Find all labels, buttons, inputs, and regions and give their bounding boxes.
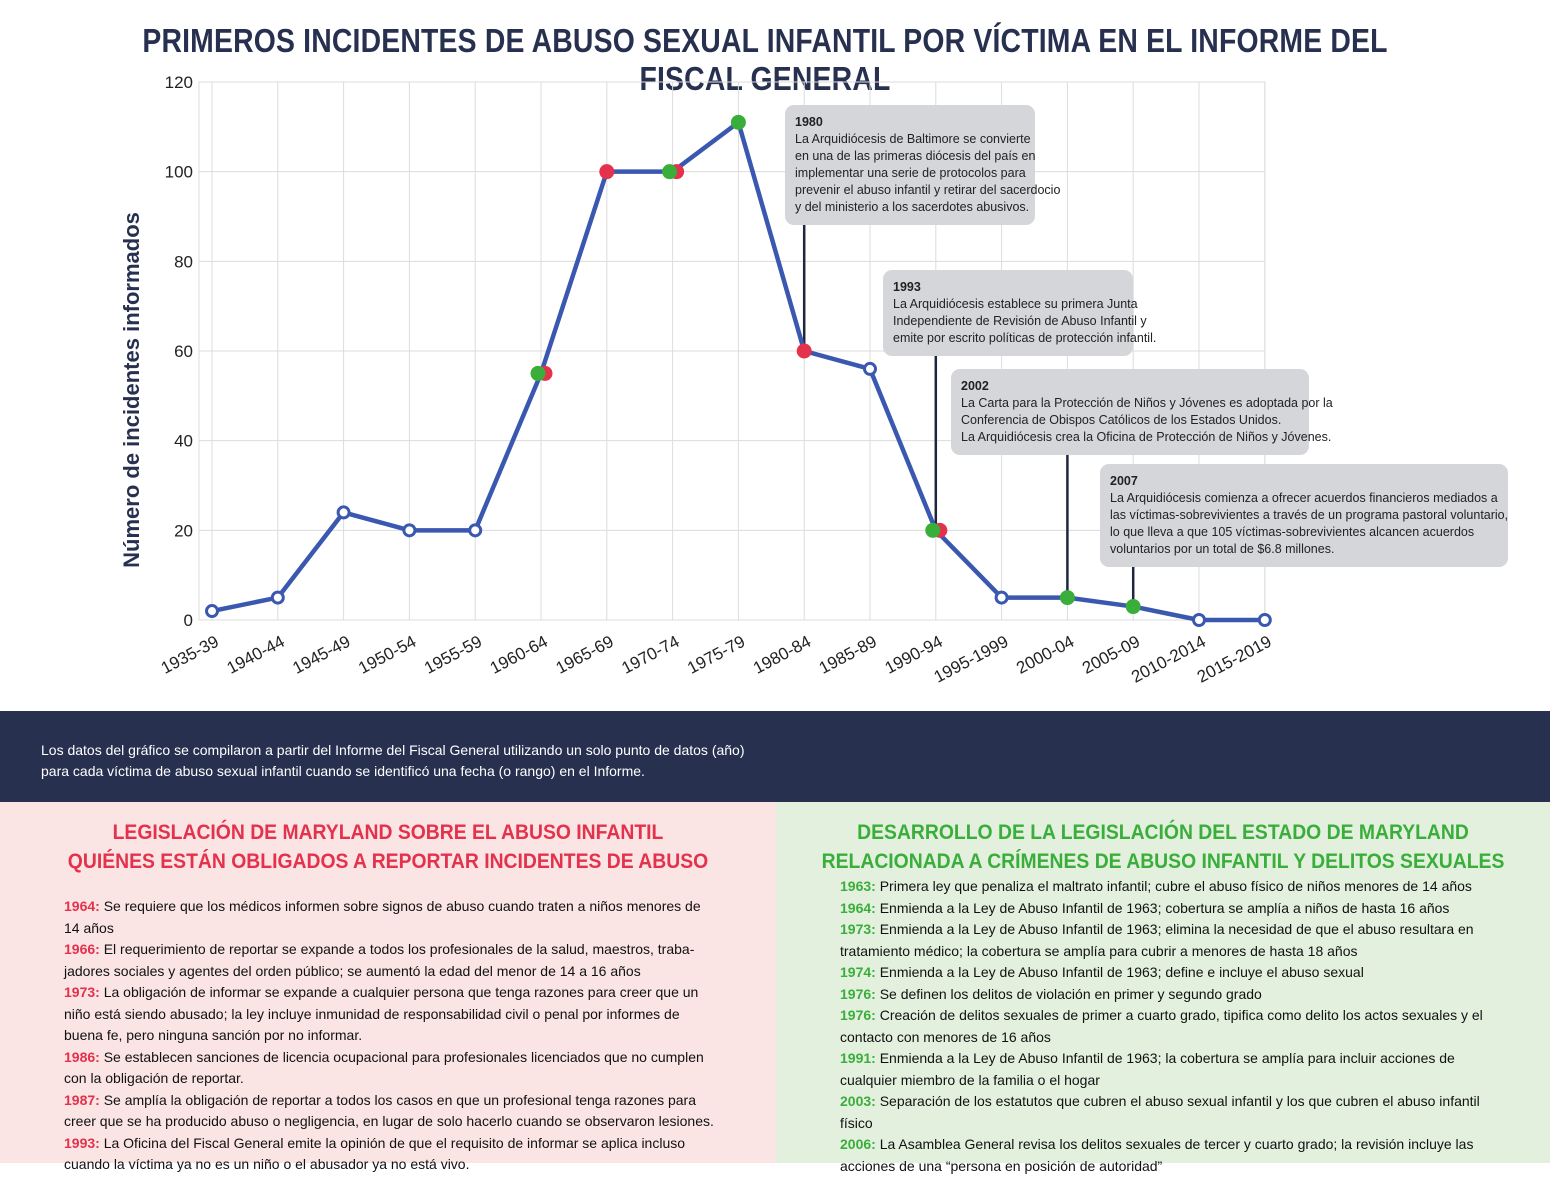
annotation-box (785, 105, 1061, 225)
legislation-entry (840, 984, 1510, 1006)
entry-year: 1976: (840, 1007, 876, 1023)
entry-text: La obligación de informar se expande a cualquier persona que tenga razones para creer que un niño está siendo abusado; la ley incluye inmunidad de responsabilidad civil o penal por informes de buena fe, pero ninguna sanción por no informar. (64, 984, 699, 1043)
legislation-entry (64, 1133, 716, 1176)
annotation-text: La Carta para la Protección de Niños y Jóvenes es adoptada por la (961, 396, 1333, 410)
entry-text: Enmienda a la Ley de Abuso Infantil de 1963; define e incluye el abuso sexual (875, 964, 1364, 980)
entry-text: Enmienda a la Ley de Abuso Infantil de 1963; elimina la necesidad de que el abuso resultara en tratamiento médico; la cobertura se amplía para cubrir a menores de hasta 18 años (840, 921, 1474, 959)
annotation-text: La Arquidiócesis crea la Oficina de Protección de Niños y Jóvenes. (961, 430, 1332, 444)
entry-text: La Oficina del Fiscal General emite la opinión de que el requisito de informar se aplica incluso cuando la víctima ya no es un niño o el abusador ya no está vivo. (64, 1134, 686, 1172)
annotation-text: Independiente de Revisión de Abuso Infantil y (893, 314, 1147, 328)
entry-year: 1973: (64, 984, 100, 1000)
legislation-entry (840, 876, 1510, 898)
x-tick-label: 1980-84 (750, 631, 815, 678)
annotation-year: 2007 (1110, 474, 1138, 488)
entry-year: 1974: (840, 964, 876, 980)
annotation-text: La Arquidiócesis establece su primera Junta (893, 297, 1138, 311)
entry-year: 2003: (840, 1093, 876, 1109)
heading-line: LEGISLACIÓN DE MARYLAND SOBRE EL ABUSO INFANTIL (112, 820, 664, 844)
legislation-heading (815, 818, 1512, 876)
heading-line: DESARROLLO DE LA LEGISLACIÓN DEL ESTADO DE MARYLAND (857, 820, 1469, 844)
y-tick-label: 20 (174, 521, 193, 541)
annotation-year: 2002 (961, 379, 989, 393)
annotation-text: las víctimas-sobrevivientes a través de un programa pastoral voluntario, (1110, 508, 1509, 522)
entry-text: Enmienda a la Ley de Abuso Infantil de 1963; cobertura se amplía a niños de hasta 16 años (875, 899, 1450, 916)
y-tick-label: 120 (164, 73, 193, 92)
data-point-green (531, 366, 546, 381)
x-tick-label: 1990-94 (881, 631, 946, 678)
annotation-text: prevenir el abuso infantil y retirar del sacerdocio (795, 183, 1061, 197)
footnote-line: Los datos del gráfico se compilaron a partir del Informe del Fiscal General utilizando un solo punto de datos (año) (41, 742, 745, 758)
x-tick-label: 2005-09 (1079, 631, 1144, 678)
annotation-box (951, 369, 1333, 455)
footnote (0, 711, 1550, 802)
legislation-entry (840, 1005, 1510, 1048)
entry-text: La Asamblea General revisa los delitos sexuales de tercer y cuarto grado; la revisión incluye las acciones de una “persona en posición de autoridad” (840, 1136, 1474, 1174)
legislation-entry (64, 1047, 716, 1090)
legislation-entry (840, 1134, 1510, 1177)
x-tick-label: 1940-44 (223, 631, 288, 678)
annotation-text: lo que lleva a que 105 víctimas-sobrevivientes alcancen acuerdos (1110, 525, 1475, 539)
legislation-entry (840, 898, 1510, 920)
data-point (865, 363, 876, 374)
annotation-box (883, 270, 1157, 356)
annotation-text: La Arquidiócesis comienza a ofrecer acuerdos financieros mediados a (1110, 491, 1498, 505)
annotation-text: Conferencia de Obispos Católicos de los Estados Unidos. (961, 413, 1282, 427)
reporting-law-panel (0, 802, 776, 1172)
y-tick-label: 0 (183, 611, 193, 630)
legislation-entry (64, 982, 716, 1047)
data-point-green (662, 164, 677, 179)
annotation-text: voluntarios por un total de $6.8 millones. (1110, 542, 1335, 556)
annotation-text: implementar una serie de protocolos para (795, 166, 1026, 180)
x-tick-label: 1995-1999 (930, 631, 1012, 687)
entry-year: 1964: (840, 899, 876, 916)
x-axis-ticks (158, 632, 1275, 687)
entry-year: 1976: (840, 985, 876, 1002)
y-tick-label: 80 (174, 252, 193, 272)
data-point (404, 525, 415, 536)
legislation-entry (64, 939, 716, 982)
annotation-year: 1993 (893, 280, 921, 294)
reporting-law-heading (39, 818, 737, 876)
legislation-entry (64, 1090, 716, 1133)
entry-year: 1966: (64, 941, 100, 957)
entry-year: 1964: (64, 898, 100, 914)
entry-text: Separación de los estatutos que cubren el abuso sexual infantil y los que cubren el abuso infantil físico (840, 1093, 1480, 1131)
y-tick-label: 40 (174, 431, 193, 451)
x-tick-label: 1960-64 (486, 631, 551, 678)
entry-text: Creación de delitos sexuales de primer a cuarto grado, tipifica como delito los actos sexuales y el contacto con menores de 16 años (840, 1007, 1483, 1045)
data-point (996, 592, 1007, 603)
data-point (207, 606, 218, 617)
footnote-line: para cada víctima de abuso sexual infantil cuando se identificó una fecha (o rango) en el Informe. (41, 763, 645, 779)
entry-text: Enmienda a la Ley de Abuso Infantil de 1963; la cobertura se amplía para incluir acciones de cualquier miembro de la familia o el hogar (840, 1050, 1455, 1088)
x-tick-label: 1950-54 (355, 631, 420, 678)
entry-text: Se requiere que los médicos informen sobre signos de abuso cuando traten a niños menores de 14 años (64, 898, 701, 936)
data-point (1194, 615, 1205, 626)
data-point-green (925, 523, 940, 538)
reporting-law-list (64, 896, 716, 1176)
annotation-text: La Arquidiócesis de Baltimore se convierte (795, 132, 1031, 146)
legislation-panel (776, 802, 1550, 1174)
heading-line: QUIÉNES ESTÁN OBLIGADOS A REPORTAR INCIDENTES DE ABUSO (67, 849, 709, 873)
legislation-entry (840, 1048, 1510, 1091)
entry-text: El requerimiento de reportar se expande a todos los profesionales de la salud, maestros, traba-jadores sociales y agentes del orden público; se aumentó la edad del menor de 14 a 16 años (64, 941, 695, 979)
legislation-entry (840, 962, 1510, 984)
data-point (272, 592, 283, 603)
x-tick-label: 1955-59 (421, 631, 486, 678)
x-tick-label: 1970-74 (618, 631, 683, 678)
entry-year: 2006: (840, 1136, 876, 1152)
entry-text: Se establecen sanciones de licencia ocupacional para profesionales licenciados que no cumplen con la obligación de reportar. (64, 1048, 704, 1086)
legislation-list (840, 876, 1510, 1177)
x-tick-label: 1935-39 (157, 631, 222, 678)
entry-year: 1987: (64, 1091, 100, 1108)
annotation-text: emite por escrito políticas de protección infantil. (893, 331, 1157, 345)
y-tick-label: 60 (174, 342, 193, 361)
x-tick-label: 1985-89 (815, 631, 880, 678)
annotation-year: 1980 (795, 115, 823, 129)
data-point-red (599, 164, 614, 179)
data-point-green (731, 115, 746, 130)
data-point-green (1060, 590, 1075, 605)
x-tick-label: 2010-2014 (1128, 631, 1209, 687)
entry-text: Se definen los delitos de violación en primer y segundo grado (875, 985, 1262, 1002)
y-tick-label: 100 (164, 162, 193, 182)
data-point-green (1126, 599, 1141, 614)
heading-line: RELACIONADA A CRÍMENES DE ABUSO INFANTIL Y DELITOS SEXUALES (821, 849, 1505, 873)
x-tick-label: 2015-2019 (1193, 631, 1275, 687)
legislation-entry (840, 1091, 1510, 1134)
y-axis-label: Número de incidentes informados (119, 212, 144, 568)
entry-year: 1963: (840, 878, 876, 894)
annotation-text: en una de las primeras diócesis del país en (795, 149, 1036, 163)
data-point (1259, 615, 1270, 626)
legislation-entry (64, 896, 716, 939)
annotation-box (1100, 464, 1508, 567)
annotation-text: y del ministerio a los sacerdotes abusivos. (795, 200, 1030, 214)
legislation-entry (840, 919, 1510, 962)
x-tick-label: 1975-79 (684, 631, 749, 678)
entry-year: 1973: (840, 921, 876, 937)
data-point (470, 525, 481, 536)
entry-text: Se amplía la obligación de reportar a todos los casos en que un profesional tenga razones para creer que se ha producido abuso o negligencia, en lugar de solo hacerlo cuando se observaron lesiones. (64, 1091, 714, 1129)
data-point-red (797, 344, 812, 359)
data-point (338, 507, 349, 518)
chart-title: PRIMEROS INCIDENTES DE ABUSO SEXUAL INFANTIL POR VÍCTIMA EN EL INFORME DEL FISCAL GENERAL (142, 22, 1388, 97)
x-tick-label: 1945-49 (289, 631, 354, 678)
x-tick-label: 1965-69 (552, 631, 617, 678)
entry-year: 1993: (64, 1134, 100, 1151)
y-axis-ticks (165, 73, 193, 630)
entry-text: Primera ley que penaliza el maltrato infantil; cubre el abuso físico de niños menores de 14 años (875, 878, 1472, 894)
entry-year: 1991: (840, 1050, 876, 1066)
x-tick-label: 2000-04 (1013, 631, 1078, 678)
entry-year: 1986: (64, 1048, 100, 1065)
